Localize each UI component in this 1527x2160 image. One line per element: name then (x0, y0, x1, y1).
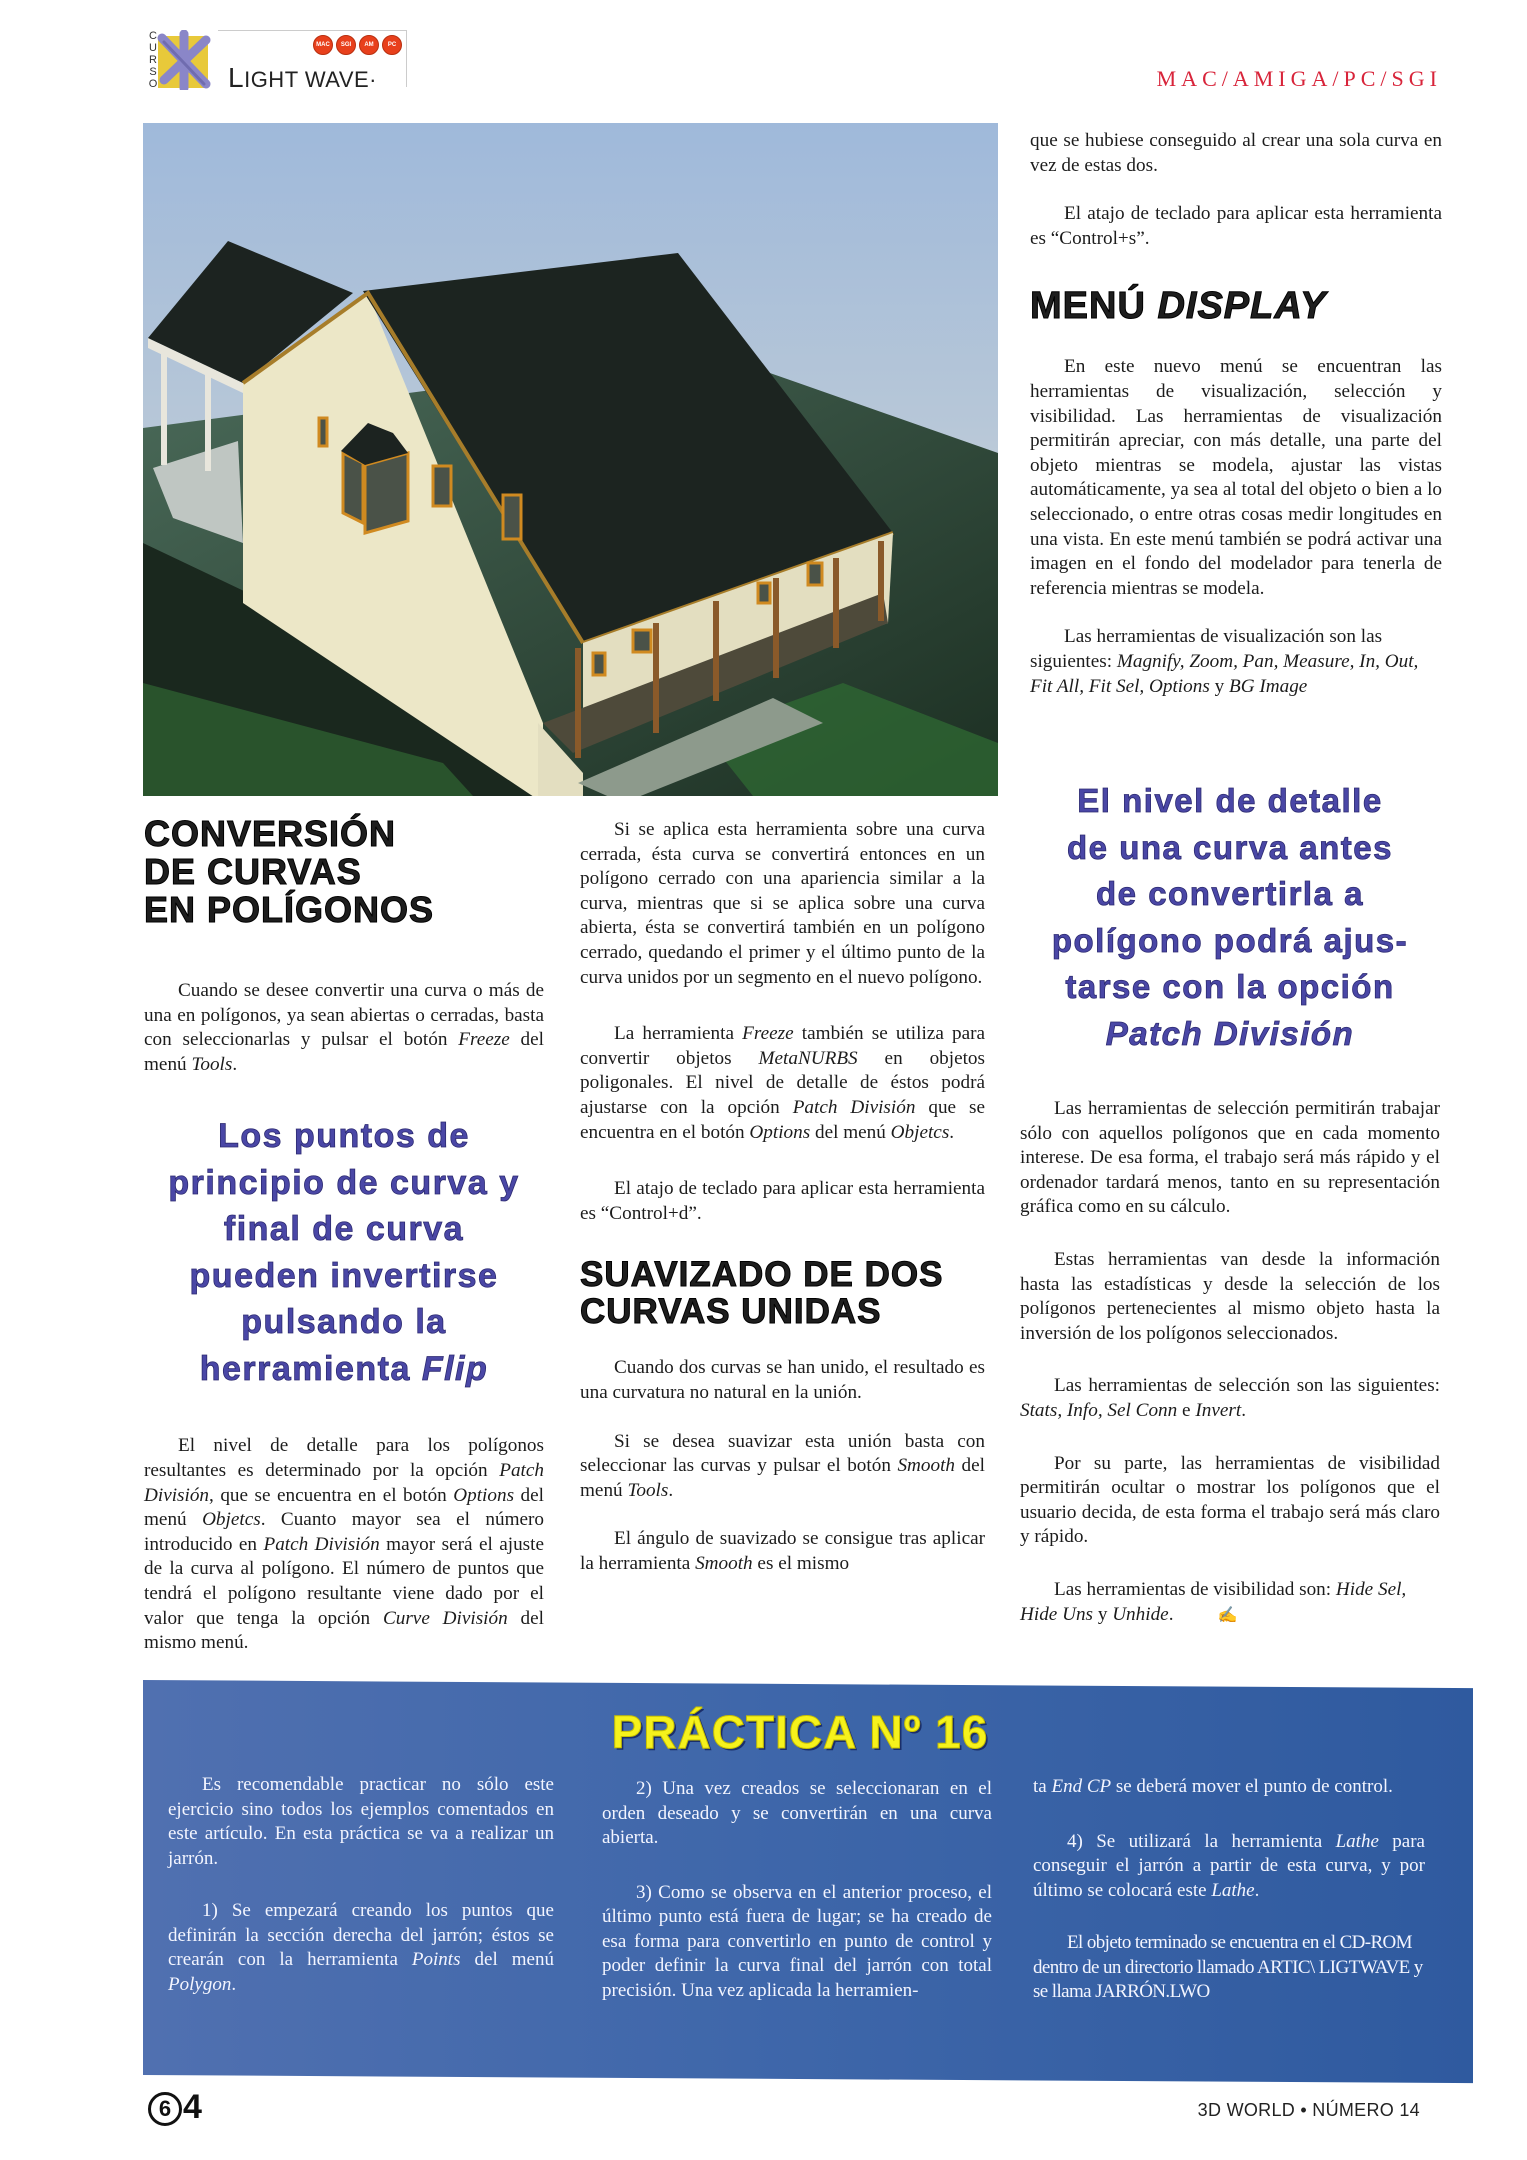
paragraph: El objeto terminado se encuentra en el CD-ROM dentro de un directorio llamado ARTIC\ LIGTWAVE y se llama JARRÓN.LWO (1033, 1932, 1423, 2002)
end-of-article-pen-icon: ✍ (1217, 1606, 1238, 1624)
paragraph: 2) Una vez creados se seleccionaran en el orden deseado y se convertirán en una curva abierta. (602, 1778, 992, 1848)
practice-column-3 (1033, 1775, 1425, 2029)
platforms-label: MAC/AMIGA/PC/SGI (1156, 66, 1442, 91)
badge-amiga: AM (359, 35, 379, 55)
paragraph: El ángulo de suavizado se consigue tras aplicar la herramienta Smooth es el mismo (580, 1528, 985, 1574)
paragraph: Cuando dos curvas se han unido, el resultado es una curvatura no natural en la unión. (580, 1357, 985, 1403)
paragraph: 3) Como se observa en el anterior proceso, el último punto está fuera de lugar; se ha creado de esa forma para convertirlo en punto de control y poder definir la curva final del jarrón con total precisión. Una vez aplicada la herramien- (602, 1881, 992, 2001)
magazine-issue-label: 3D WORLD • NÚMERO 14 (1197, 2100, 1420, 2120)
paragraph: Las herramientas de visibilidad son: Hide Sel, Hide Uns y Unhide. ✍ (1020, 1578, 1440, 1628)
logo-title: LIGHT WAVE· (228, 62, 378, 93)
paragraph: La herramienta Freeze también se utiliza para convertir objetos MetaNURBS en objetos poligonales. El nivel de detalle de éstos podrá ajustarse con la opción Patch División que se encuentra en el botón Options del menú Objetcs. (580, 1023, 986, 1143)
practice-title: PRÁCTICA Nº 16 (611, 1706, 989, 1758)
right-column-bottom (1020, 778, 1440, 1652)
curso-vertical-label: C U R S O (148, 30, 158, 90)
paragraph: Estas herramientas van desde la información hasta las estadísticas y desde la selección de los polígonos pertenecientes al mismo objeto hasta la inversión de los polígonos seleccionados. (1020, 1248, 1440, 1344)
page-number: 6 4 (148, 2088, 202, 2127)
section-heading-menu-display: MENÚ DISPLAY (1030, 285, 1327, 328)
section-heading-suavizado: SUAVIZADO DE DOS CURVAS UNIDAS (580, 1255, 944, 1332)
paragraph: Las herramientas de selección permitirán trabajar sólo con aquellos polígonos que en cada momento interese. De esa forma, el trabajo será más rápido y el ordenador tardará menos, tanto en su representación gráfica como en su cálculo. (1020, 1098, 1440, 1218)
paragraph: ta End CP se deberá mover el punto de control. (1033, 1776, 1393, 1797)
badge-sgi: SGI (336, 35, 356, 55)
pull-quote-patch-division: El nivel de detalle de una curva antes de convertirla a polígono podrá ajus- tarse con la opción Patch División (1051, 782, 1409, 1052)
platform-badges (313, 35, 402, 55)
paragraph: En este nuevo menú se encuentran las herramientas de visualización, selección y visibilidad. Las herramientas de visualización permitirán apreciar, con más detalle, una parte del objeto mientras se modela, ajustar las vistas automáticamente, ya sea al total del objeto o bien a lo seleccionado, o entre otras cosas medir longitudes en una vista. En este menú también se podrá activar una imagen en el fondo del modelador para tenerla de referencia mientras se modela. (1030, 356, 1442, 599)
paragraph: El atajo de teclado para aplicar esta herramienta es “Control+s”. (1030, 203, 1442, 249)
paragraph: El atajo de teclado para aplicar esta herramienta es “Control+d”. (580, 1178, 985, 1224)
left-column (144, 815, 544, 1680)
paragraph: 4) Se utilizará la herramienta Lathe para conseguir el jarrón a partir de esta curva, y por último se colocará este Lathe. (1033, 1830, 1425, 1901)
circled-digit: 6 (148, 2092, 182, 2126)
paragraph: Si se desea suavizar esta unión basta con seleccionar las curvas y pulsar el botón Smooth del menú Tools. (580, 1430, 985, 1501)
badge-mac: MAC (313, 35, 333, 55)
paragraph: 1) Se empezará creando los puntos que definirán la sección derecha del jarrón; éstos se crearán con la herramienta Points del menú Polygon. (168, 1900, 554, 1995)
paragraph: Las herramientas de selección son las siguientes: Stats, Info, Sel Conn e Invert. (1020, 1375, 1440, 1421)
house-render-image (143, 123, 998, 796)
lightwave-course-logo (148, 30, 408, 94)
right-column-top (1030, 129, 1442, 723)
middle-column (580, 818, 985, 1600)
practice-column-1 (168, 1773, 554, 2021)
paragraph: Por su parte, las herramientas de visibilidad permitirán ocultar o mostrar los polígonos que el usuario decida, de esta forma el trabajo será más claro y rápido. (1020, 1452, 1440, 1548)
paragraph: Si se aplica esta herramienta sobre una curva cerrada, ésta curva se convertirá entonces en un polígono cerrado con una apariencia similar a la curva, mientras que si se aplica sobre una curva abierta, ésta se convertirá también en un polígono cerrado, quedando el primer y el último punto de la curva unidos por un segmento en el nuevo polígono. (580, 819, 985, 988)
paragraph: que se hubiese conseguido al crear una sola curva en vez de estas dos. (1030, 130, 1442, 176)
section-heading-conversion: CONVERSIÓN DE CURVAS EN POLÍGONOS (144, 813, 435, 930)
paragraph: El nivel de detalle para los polígonos resultantes es determinado por la opción Patch División, que se encuentra en el botón Options del menú Objetcs. Cuanto mayor sea el número introducido en Patch División mayor será el ajuste de la curva al polígono. El número de puntos que tendrá el polígono resultante viene dado por el valor que tenga la opción Curve División del mismo menú. (144, 1435, 544, 1654)
lightwave-x-icon (154, 30, 214, 90)
paragraph: Es recomendable practicar no sólo este ejercicio sino todos los ejemplos comentados en este artículo. En esta práctica se va a realizar un jarrón. (168, 1774, 554, 1869)
paragraph: Cuando se desee convertir una curva o más de una en polígonos, ya sean abiertas o cerradas, basta con seleccionarlas y pulsar el botón Freeze del menú Tools. (144, 980, 544, 1075)
badge-pc: PC (382, 35, 402, 55)
pull-quote-flip: Los puntos de principio de curva y final de curva pueden invertirse pulsando la herramienta Flip (168, 1117, 520, 1388)
house-render-illustration (143, 123, 998, 796)
practice-column-2 (602, 1777, 992, 2027)
paragraph: Las herramientas de visualización son las siguientes: Magnify, Zoom, Pan, Measure, In, Out, Fit All, Fit Sel, Options y BG Image (1030, 626, 1419, 697)
